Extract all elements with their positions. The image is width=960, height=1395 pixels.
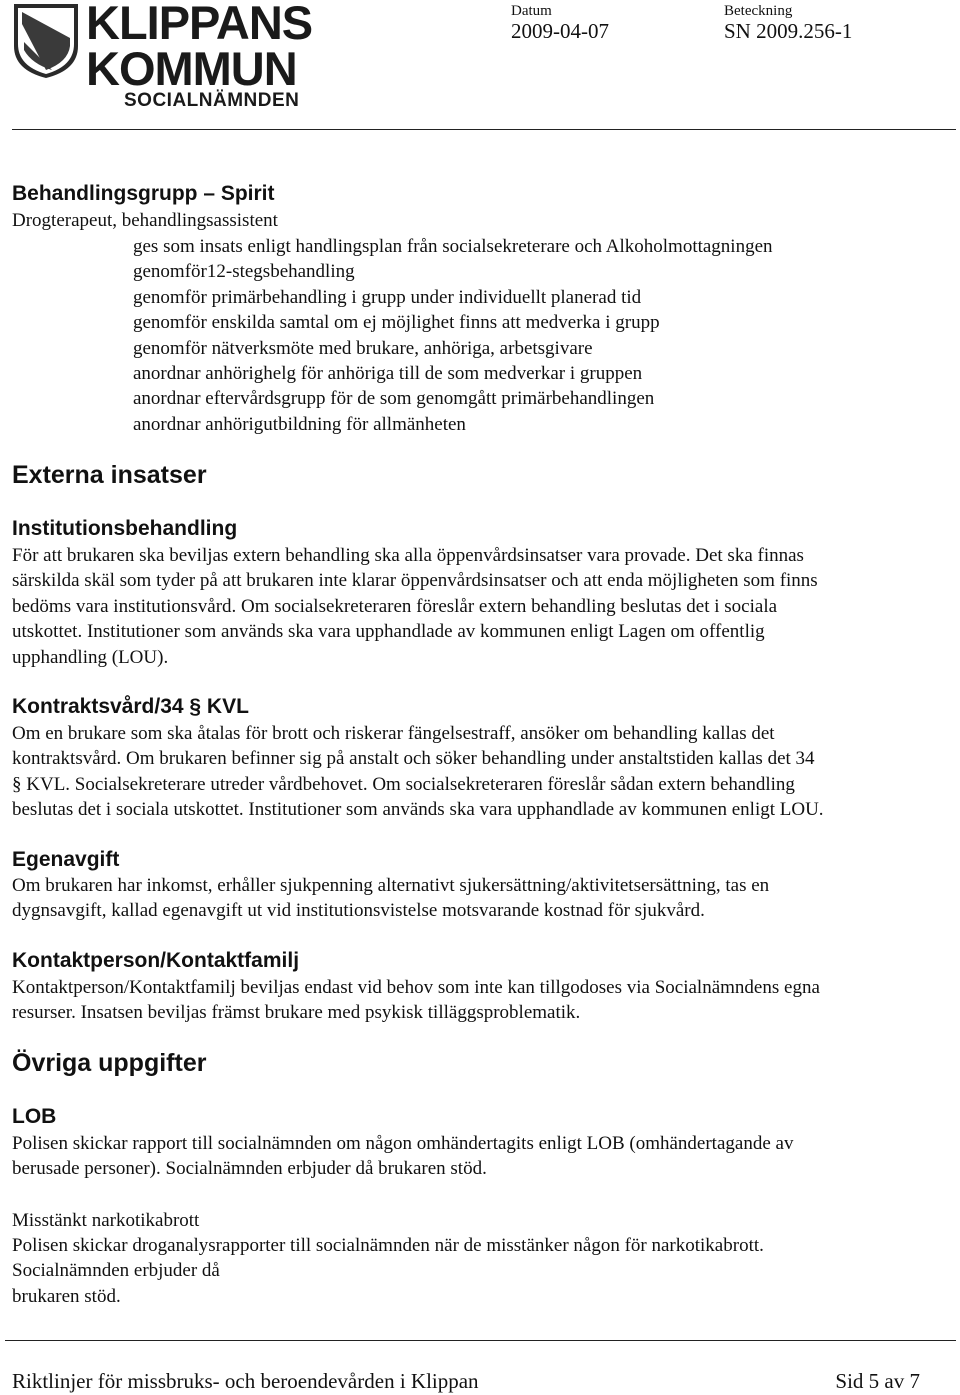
text-line: Om brukaren har inkomst, erhåller sjukpenning alternativt sjukersättning/aktivitetsersättning, tas en	[12, 875, 770, 896]
text-line: utskottet. Institutioner som används ska vara upphandlade av kommunen enligt Lagen om offentlig	[12, 621, 765, 643]
logo-text-socialnamnden: SOCIALNÄMNDEN	[124, 90, 300, 111]
ovriga-heading: Övriga uppgifter	[12, 1049, 207, 1077]
text-line: särskilda skäl som tyder på att brukaren inte klarar öppenvårdsinsatser och att enda möjligheten som finns	[12, 570, 818, 592]
externa-heading: Externa insatser	[12, 461, 207, 489]
list-item: anordnar anhörighelg för anhöriga till de som medverkar i gruppen	[133, 363, 643, 385]
text-line: Kontaktperson/Kontaktfamilj beviljas endast vid behov som inte kan tillgodoses via Socialnämndens egna	[12, 977, 820, 998]
kontrakt-paragraph	[12, 721, 957, 823]
institution-paragraph	[12, 543, 957, 670]
text-line: Polisen skickar rapport till socialnämnden om någon omhändertagits enligt LOB (omhändertagande av	[12, 1133, 794, 1154]
logo-text-klippans: KLIPPANS	[86, 0, 313, 49]
list-item: genomför enskilda samtal om ej möjlighet finns att medverka i grupp	[133, 312, 660, 334]
text-line: kontraktsvård. Om brukaren befinner sig på anstalt och söker behandling under anstaltstiden kallas det 34	[12, 748, 815, 770]
text-line: § KVL. Socialsekreterare utreder vårdbehovet. Om socialsekreteraren föreslår sådan extern behandling	[12, 773, 795, 795]
kontaktperson-heading: Kontaktperson/Kontaktfamilj	[12, 949, 300, 972]
text-line: bedöms vara institutionsvård. Om socialsekreteraren föreslår extern behandling beslutas det i sociala	[12, 595, 778, 617]
beteckning-value: SN 2009.256-1	[724, 19, 853, 43]
narkotika-paragraph	[12, 1233, 957, 1309]
narkotika-heading: Misstänkt narkotikabrott	[12, 1210, 200, 1231]
footer-divider	[5, 1340, 956, 1341]
list-item: ges som insats enligt handlingsplan från socialsekreterare och Alkoholmottagningen	[133, 236, 773, 257]
list-item: anordnar anhörigutbildning för allmänheten	[133, 413, 466, 435]
text-line: berusade personer). Socialnämnden erbjuder då brukaren stöd.	[12, 1158, 487, 1180]
text-line: dygnsavgift, kallad egenavgift ut vid institutionsvistelse motsvarande kostnad för sjukvård.	[12, 900, 705, 922]
kontaktperson-paragraph	[12, 975, 957, 1026]
lob-heading: LOB	[12, 1105, 57, 1128]
text-line: brukaren stöd.	[12, 1285, 121, 1307]
institution-heading: Institutionsbehandling	[12, 517, 238, 540]
text-line: Polisen skickar droganalysrapporter till socialnämnden när de misstänker någon för narkotikabrott.	[12, 1235, 764, 1256]
text-line: För att brukaren ska beviljas extern behandling ska alla öppenvårdsinsatser vara provade. Det ska finnas	[12, 545, 804, 566]
logo-text-kommun: KOMMUN	[86, 42, 297, 95]
spirit-activity-list	[133, 234, 773, 437]
text-line: beslutas det i sociala utskottet. Institutioner som används ska vara upphandlade av kommunen enligt LOU.	[12, 799, 824, 821]
header-divider	[12, 129, 956, 130]
list-item: anordnar eftervårdsgrupp för de som genomgått primärbehandlingen	[133, 388, 655, 410]
spirit-staff: Drogterapeut, behandlingsassistent	[12, 210, 278, 231]
text-line: upphandling (LOU).	[12, 646, 169, 668]
list-item: genomför nätverksmöte med brukare, anhöriga, arbetsgivare	[133, 337, 593, 359]
beteckning-label: Beteckning	[724, 3, 793, 19]
egenavgift-paragraph	[12, 873, 957, 924]
text-line: Socialnämnden erbjuder då	[12, 1260, 220, 1282]
text-line: Om en brukare som ska åtalas för brott och riskerar fängelsestraff, ansöker om behandling kallas det	[12, 723, 775, 744]
footer-page-number: Sid 5 av 7	[835, 1369, 920, 1393]
lob-paragraph	[12, 1131, 957, 1182]
municipal-emblem-icon	[12, 2, 80, 80]
egenavgift-heading: Egenavgift	[12, 848, 120, 871]
list-item: genomför primärbehandling i grupp under individuellt planerad tid	[133, 286, 642, 308]
text-line: resurser. Insatsen beviljas främst brukare med psykisk tilläggsproblematik.	[12, 1002, 581, 1024]
spirit-heading: Behandlingsgrupp – Spirit	[12, 182, 275, 205]
datum-label: Datum	[511, 3, 552, 19]
klippans-kommun-logo	[12, 0, 313, 114]
list-item: genomför12-stegsbehandling	[133, 261, 355, 283]
footer-document-title: Riktlinjer för missbruks- och beroendevården i Klippan	[12, 1369, 479, 1393]
kontrakt-heading: Kontraktsvård/34 § KVL	[12, 695, 249, 718]
datum-value: 2009-04-07	[511, 19, 609, 43]
